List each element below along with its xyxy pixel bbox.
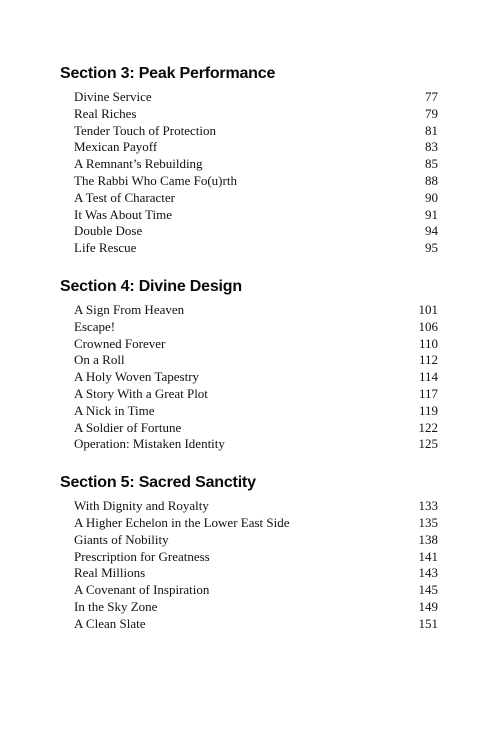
toc-entry — [74, 436, 438, 453]
entry-title: Prescription for Greatness — [74, 548, 210, 564]
entry-page-number: 106 — [418, 318, 438, 334]
entry-title: A Clean Slate — [74, 615, 146, 631]
entry-title: Real Riches — [74, 105, 137, 121]
entry-page-number: 117 — [418, 385, 438, 401]
entry-page-number: 149 — [418, 598, 438, 614]
entry-page-number: 95 — [425, 240, 438, 256]
section-title: Section 5: Sacred Sanctity — [60, 474, 256, 492]
entry-title: Divine Service — [74, 89, 152, 104]
entry-page-number: 77 — [425, 89, 438, 104]
toc-entry — [74, 123, 438, 140]
entry-page-number: 125 — [418, 436, 438, 452]
entry-title: The Rabbi Who Came Fo(u)rth — [74, 172, 237, 188]
section-title: Section 4: Divine Design — [60, 277, 242, 295]
entry-page-number: 133 — [418, 498, 438, 514]
toc-entry — [74, 89, 438, 106]
entry-title: In the Sky Zone — [74, 598, 158, 614]
toc-entry — [74, 599, 438, 616]
toc-entry — [74, 240, 438, 257]
toc-entry — [74, 302, 438, 319]
entry-page-number: 114 — [418, 369, 438, 385]
toc-entry — [74, 498, 438, 515]
entry-page-number: 85 — [425, 156, 438, 172]
entry-title: On a Roll — [74, 352, 125, 368]
entry-title: A Story With a Great Plot — [74, 385, 208, 401]
entry-title: A Remnant’s Rebuilding — [74, 156, 203, 172]
entry-page-number: 110 — [418, 335, 438, 351]
entry-page-number: 90 — [425, 189, 438, 205]
toc-entry — [74, 532, 438, 549]
entry-page-number: 143 — [418, 565, 438, 581]
entry-page-number: 79 — [425, 105, 438, 121]
toc-entry — [74, 173, 438, 190]
toc-section — [60, 64, 438, 257]
entry-title: A Test of Character — [74, 189, 176, 205]
entry-title: Crowned Forever — [74, 335, 166, 351]
toc-entry — [74, 582, 438, 599]
toc-entry — [74, 549, 438, 566]
toc-entry — [74, 565, 438, 582]
entry-title: Life Rescue — [74, 240, 137, 256]
toc-section — [60, 473, 438, 632]
entry-page-number: 91 — [425, 206, 438, 222]
entry-page-number: 83 — [425, 139, 438, 155]
entry-page-number: 101 — [418, 301, 438, 317]
entry-title: Double Dose — [74, 223, 143, 239]
entry-title: Tender Touch of Protection — [74, 122, 216, 138]
entry-title: Escape! — [74, 318, 116, 334]
entry-title: It Was About Time — [74, 206, 173, 222]
toc-entry — [74, 369, 438, 386]
entry-title: Giants of Nobility — [74, 531, 169, 547]
entry-title: Mexican Payoff — [74, 139, 158, 155]
toc-entry — [74, 386, 438, 403]
toc-section — [60, 277, 438, 453]
entry-list — [60, 89, 438, 257]
toc-entry — [74, 139, 438, 156]
entry-title: A Higher Echelon in the Lower East Side — [74, 514, 290, 530]
entry-page-number: 122 — [418, 419, 438, 435]
entry-page-number: 94 — [425, 223, 438, 239]
entry-page-number: 151 — [418, 615, 438, 631]
toc-entry — [74, 420, 438, 437]
entry-title: Real Millions — [74, 565, 146, 581]
entry-title: A Nick in Time — [74, 402, 155, 418]
entry-title: A Covenant of Inspiration — [74, 582, 210, 598]
section-title: Section 3: Peak Performance — [60, 65, 276, 82]
toc-entry — [74, 319, 438, 336]
entry-page-number: 88 — [425, 172, 438, 188]
entry-page-number: 141 — [418, 548, 438, 564]
toc-entry — [74, 352, 438, 369]
toc-entry — [74, 106, 438, 123]
entry-page-number: 81 — [425, 122, 438, 138]
toc-entry — [74, 616, 438, 633]
entry-page-number: 112 — [418, 352, 438, 368]
toc-entry — [74, 223, 438, 240]
entry-list — [60, 302, 438, 453]
toc-entry — [74, 515, 438, 532]
toc-entry — [74, 336, 438, 353]
entry-page-number: 145 — [418, 582, 438, 598]
entry-title: With Dignity and Royalty — [74, 498, 209, 514]
entry-title: A Holy Woven Tapestry — [74, 369, 200, 385]
entry-page-number: 119 — [418, 402, 438, 418]
entry-title: A Soldier of Fortune — [74, 419, 182, 435]
toc-entry — [74, 207, 438, 224]
entry-page-number: 138 — [418, 531, 438, 547]
entry-title: Operation: Mistaken Identity — [74, 436, 225, 452]
entry-title: A Sign From Heaven — [74, 301, 185, 317]
toc-entry — [74, 403, 438, 420]
toc-entry — [74, 190, 438, 207]
entry-list — [60, 498, 438, 632]
toc-entry — [74, 156, 438, 173]
entry-page-number: 135 — [418, 514, 438, 530]
